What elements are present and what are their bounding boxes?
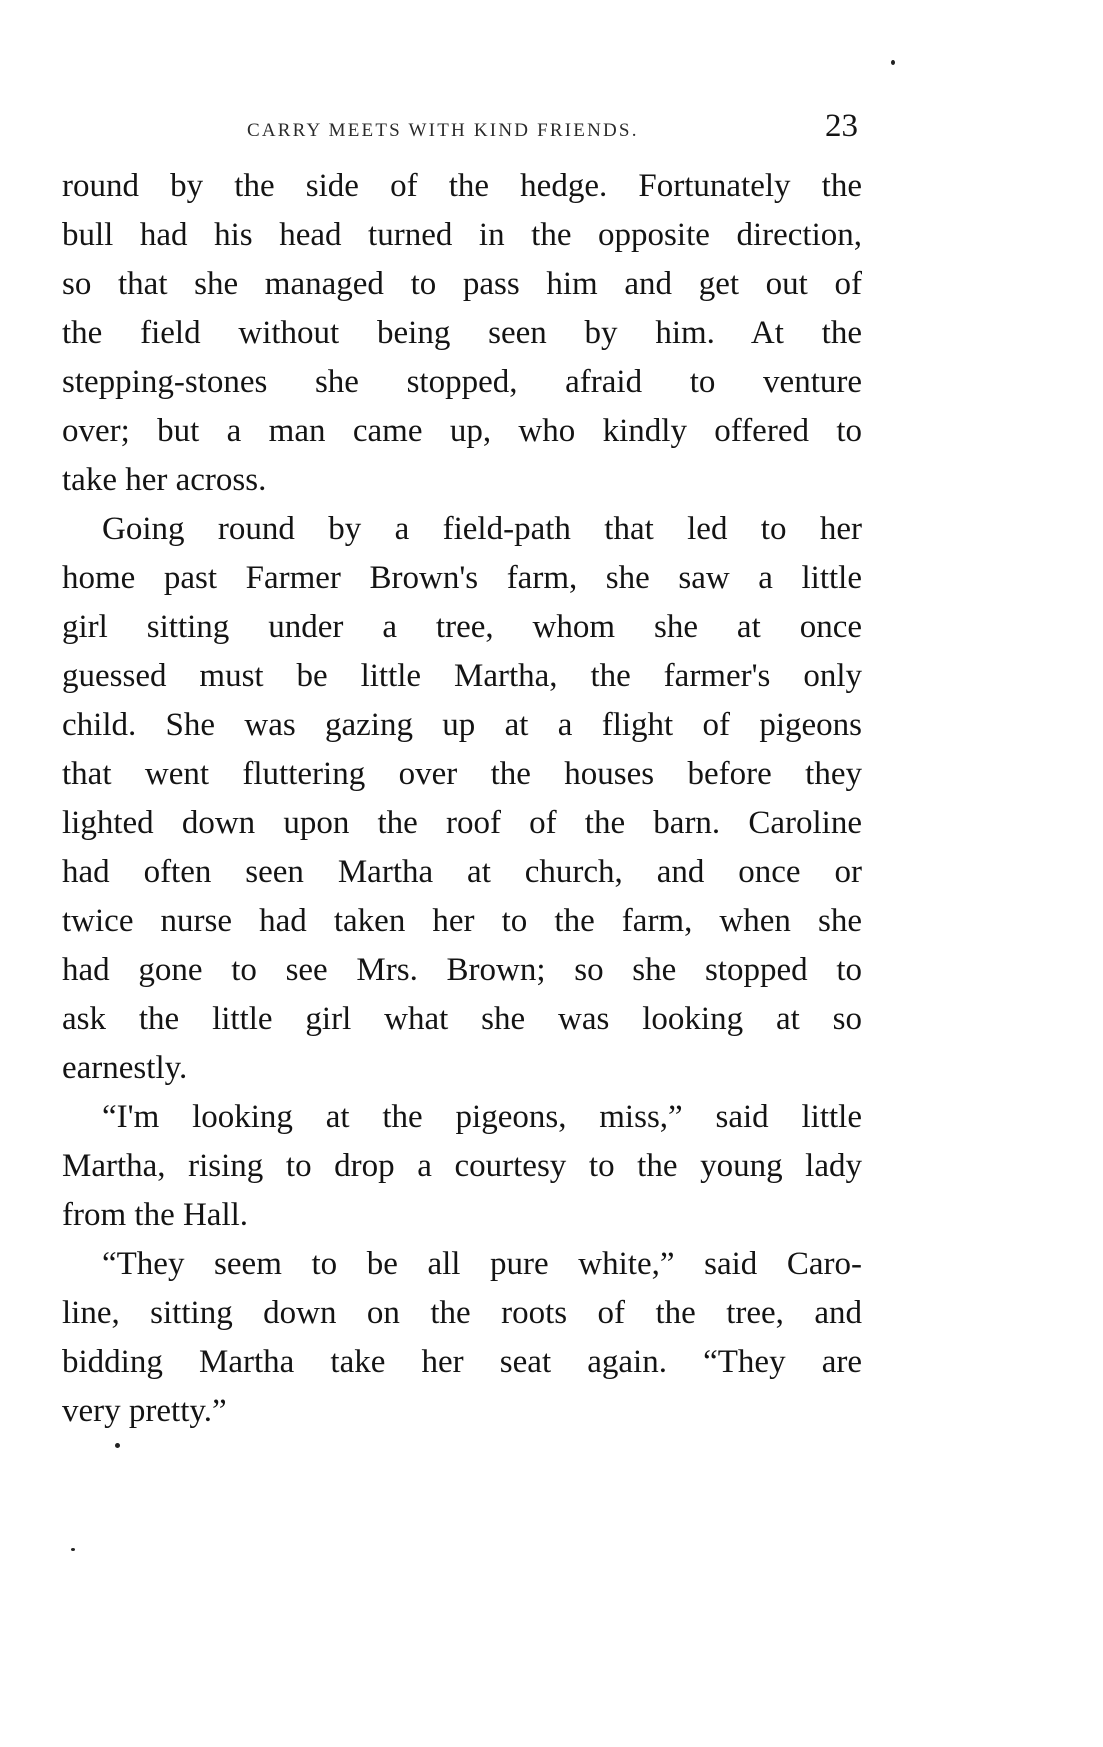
text-line: ask the little girl what she was looking at so (62, 1001, 862, 1037)
text-line: stepping-stones she stopped, afraid to venture (62, 364, 862, 400)
text-line: take her across. (62, 462, 267, 498)
text-line: “I'm looking at the pigeons, miss,” said little (102, 1099, 862, 1135)
margin-speck (71, 1548, 75, 1551)
text-line: line, sitting down on the roots of the tree, and (62, 1295, 862, 1331)
text-line: twice nurse had taken her to the farm, when she (62, 903, 862, 939)
margin-speck (115, 1443, 120, 1448)
text-line: so that she managed to pass him and get out of (62, 266, 862, 302)
text-line: guessed must be little Martha, the farmer's only (62, 658, 862, 694)
text-line: round by the side of the hedge. Fortunately the (62, 168, 862, 204)
text-line: earnestly. (62, 1050, 188, 1086)
running-title: CARRY MEETS WITH KIND FRIENDS. (247, 120, 639, 141)
text-line: “They seem to be all pure white,” said Caro- (102, 1246, 862, 1282)
text-line: Going round by a field-path that led to her (102, 511, 862, 547)
text-line: had gone to see Mrs. Brown; so she stopped to (62, 952, 862, 988)
text-line: Martha, rising to drop a courtesy to the young lady (62, 1148, 862, 1184)
text-line: very pretty.” (62, 1393, 227, 1429)
text-line: lighted down upon the roof of the barn. Caroline (62, 805, 862, 841)
text-line: bull had his head turned in the opposite direction, (62, 217, 862, 253)
body-text (62, 162, 862, 1436)
running-head (62, 108, 862, 148)
text-line: over; but a man came up, who kindly offered to (62, 413, 862, 449)
text-line: bidding Martha take her seat again. “They are (62, 1344, 862, 1380)
text-line: had often seen Martha at church, and once or (62, 854, 862, 890)
margin-speck (891, 60, 895, 65)
text-line: home past Farmer Brown's farm, she saw a little (62, 560, 862, 596)
text-line: that went fluttering over the houses before they (62, 756, 862, 792)
page-number: 23 (825, 108, 858, 144)
text-line: from the Hall. (62, 1197, 249, 1233)
text-line: child. She was gazing up at a flight of pigeons (62, 707, 862, 743)
text-line: the field without being seen by him. At the (62, 315, 862, 351)
text-line: girl sitting under a tree, whom she at once (62, 609, 862, 645)
